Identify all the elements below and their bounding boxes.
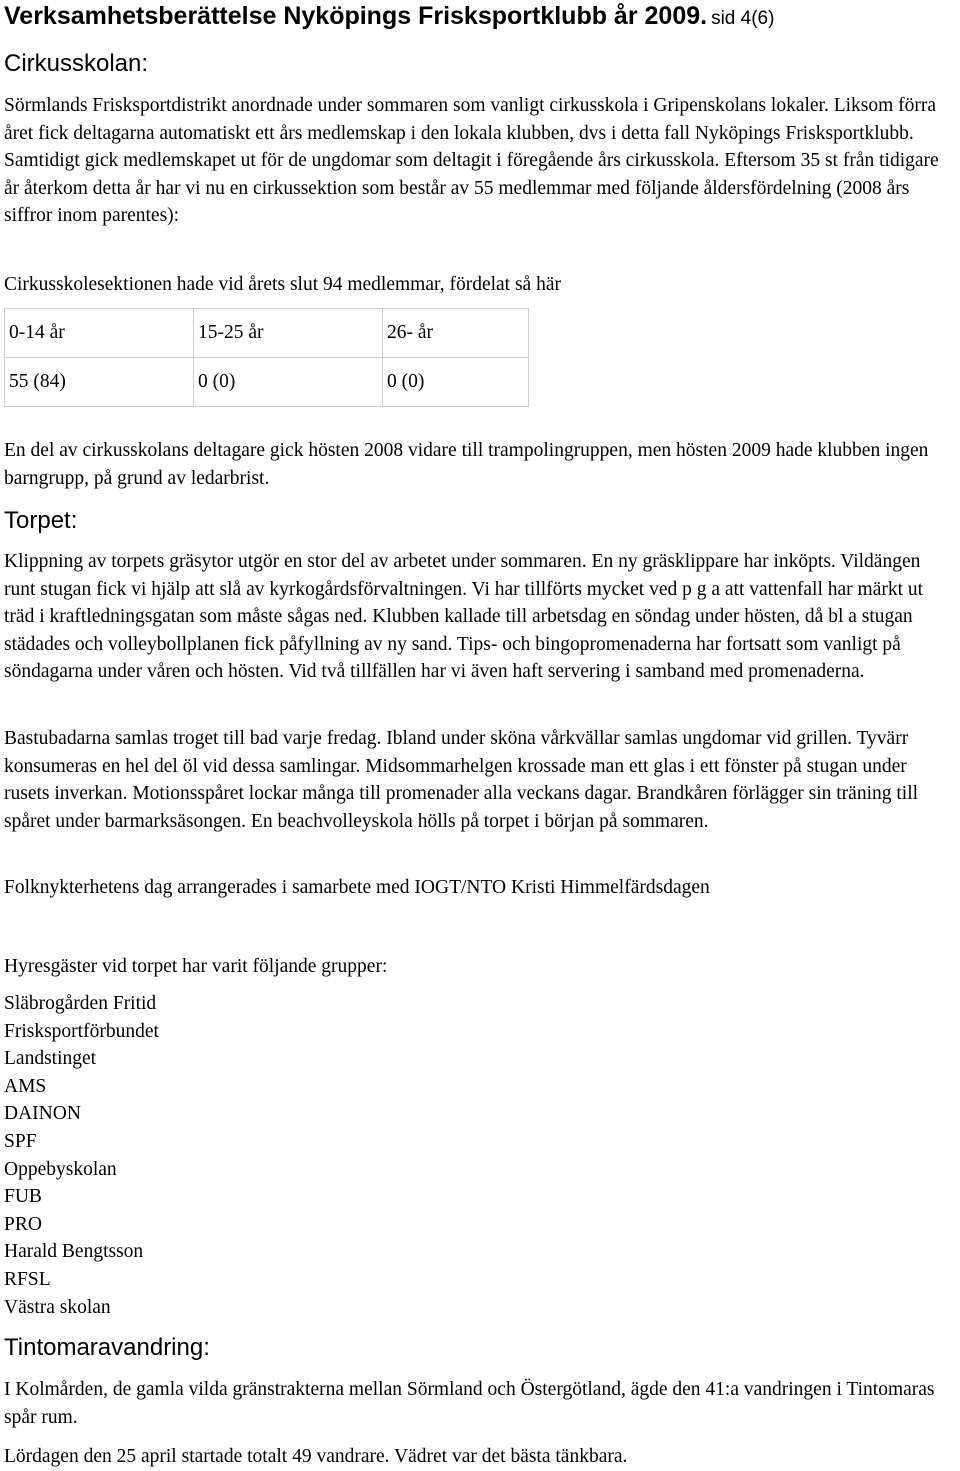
list-item: Frisksportförbundet: [4, 1020, 159, 1042]
table-cell: 0 (0): [194, 358, 383, 407]
table-cell: 55 (84): [5, 358, 194, 407]
tinto-paragraph-2: Lördagen den 25 april startade totalt 49 vandrare. Vädret var det bästa tänkbara.: [4, 1446, 628, 1467]
list-item: FUB: [4, 1186, 42, 1208]
age-distribution-table: [4, 308, 529, 407]
cirkus-paragraph-3: En del av cirkusskolans deltagare gick hösten 2008 vidare till trampolingruppen, men hösten 2009 hade klubben ingen barngrupp, på grund av ledarbrist.: [4, 440, 929, 489]
list-item: DAINON: [4, 1103, 81, 1125]
torpet-paragraph-2: Bastubadarna samlas troget till bad varje fredag. Ibland under sköna vårkvällar samlas ungdomar vid grillen. Tyvärr konsumeras en hel del öl vid dessa samlingar. Midsommarhelgen krossade man ett glas i ett fönster på stugan under rusets inverkan. Motionsspåret lockar många till promenader alla veckans dagar. Brandkåren förlägger sin träning till spåret under barmarksäsongen. En beachvolleyskola hölls på torpet i början på sommaren.: [4, 728, 919, 832]
cirkus-heading: Cirkusskolan:: [4, 50, 149, 77]
list-item: Harald Bengtsson: [4, 1241, 144, 1263]
list-item: Oppebyskolan: [4, 1158, 117, 1180]
list-item: Västra skolan: [4, 1296, 111, 1318]
torpet-heading: Torpet:: [4, 507, 78, 534]
table-cell: 15-25 år: [194, 309, 383, 358]
document-title: Verksamhetsberättelse Nyköpings Frisksportklubb år 2009.: [4, 2, 708, 30]
torpet-paragraph-3: Folknykterhetens dag arrangerades i samarbete med IOGT/NTO Kristi Himmelfärdsdagen: [4, 877, 710, 898]
page-number: sid 4(6): [711, 8, 775, 29]
list-item: SPF: [4, 1130, 37, 1152]
cirkus-paragraph-2: Cirkusskolesektionen hade vid årets slut 94 medlemmar, fördelat så här: [4, 274, 561, 295]
torpet-paragraph-4: Hyresgäster vid torpet har varit följande grupper:: [4, 956, 388, 977]
list-item: PRO: [4, 1213, 42, 1235]
list-item: Släbrogården Fritid: [4, 993, 157, 1014]
header: [4, 2, 774, 31]
table-cell: 0 (0): [383, 358, 529, 407]
tenant-group-list: [4, 990, 159, 1321]
tinto-paragraph-1: I Kolmården, de gamla vilda gränstrakterna mellan Sörmland och Östergötland, ägde den 41:a vandringen i Tintomaras spår rum.: [4, 1379, 935, 1428]
tinto-heading: Tintomaravandring:: [4, 1334, 210, 1361]
table-row: [5, 358, 529, 407]
list-item: RFSL: [4, 1268, 51, 1290]
table-row: [5, 309, 529, 358]
torpet-paragraph-1: Klippning av torpets gräsytor utgör en stor del av arbetet under sommaren. En ny gräsklippare har inköpts. Vildängen runt stugan fick vi hjälp att slå av kyrkogårdsförvaltningen. Vi har tillförts mycket ved p g a att vattenfall har märkt ut träd i kraftledningsgatan som måste sågas ned. Klubben kallade till arbetsdag en söndag under hösten, då bl a stugan städades och volleybollplanen fick påfyllning av ny sand. Tips- och bingopromenaderna har fortsatt som vanligt på söndagarna under våren och hösten. Vid två tillfällen har vi även haft servering i samband med promenaderna.: [4, 551, 924, 683]
table-cell: 26- år: [383, 309, 529, 358]
list-item: AMS: [4, 1075, 47, 1097]
list-item: Landstinget: [4, 1048, 97, 1070]
cirkus-paragraph-1: Sörmlands Frisksportdistrikt anordnade under sommaren som vanligt cirkusskola i Gripenskolans lokaler. Liksom förra året fick deltagarna automatiskt ett års medlemskap i den lokala klubben, dvs i detta fall Nyköpings Frisksportklubb. Samtidigt gick medlemskapet ut för de ungdomar som deltagit i föregående års cirkusskola. Eftersom 35 st från tidigare år återkom detta år har vi nu en cirkussektion som består av 55 medlemmar med följande åldersfördelning (2008 års siffror inom parentes):: [4, 95, 939, 227]
table-cell: 0-14 år: [5, 309, 194, 358]
